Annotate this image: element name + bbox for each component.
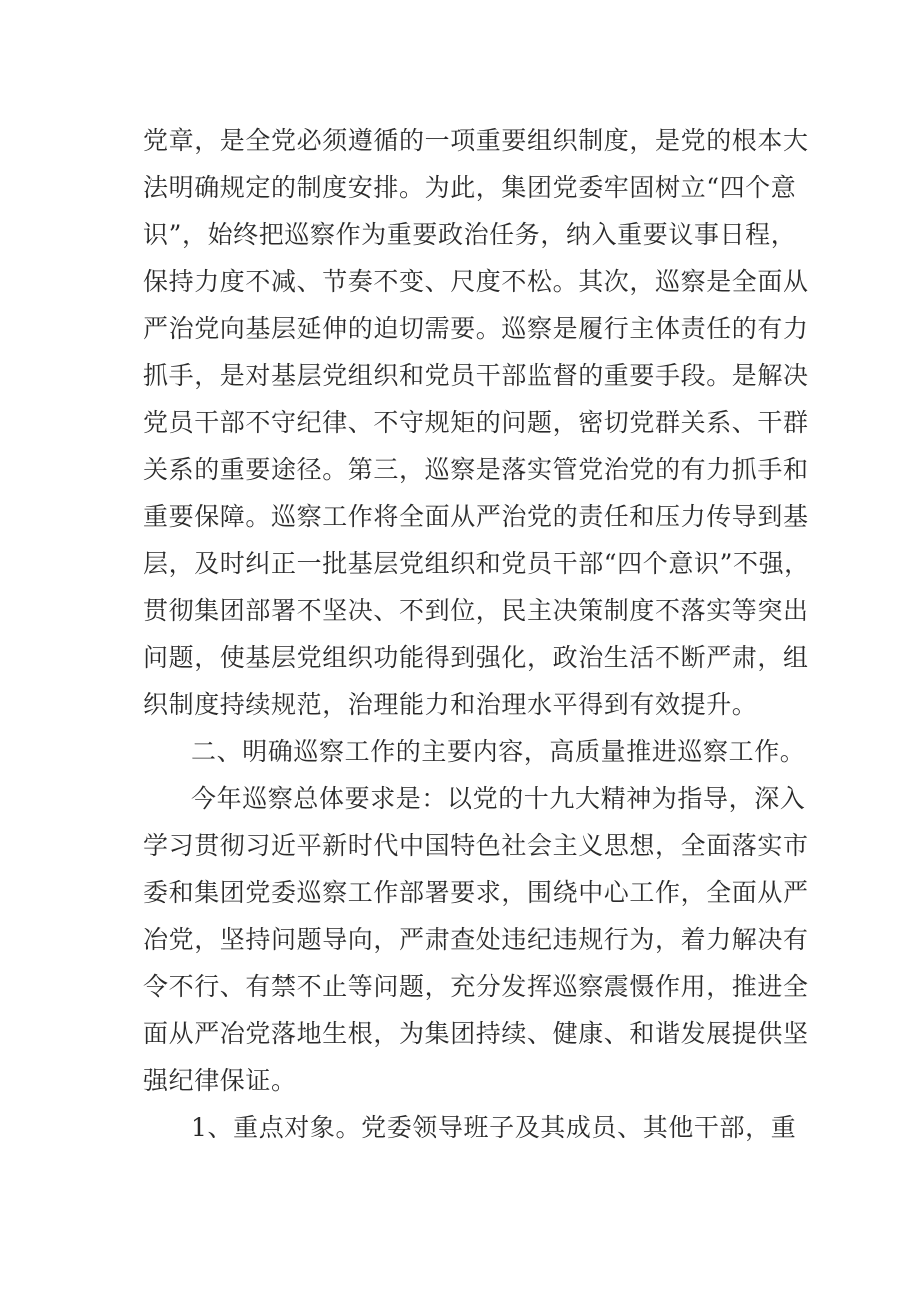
text-line: 学习贯彻习近平新时代中国特色社会主义思想，全面落实市 xyxy=(143,831,809,860)
text-line: 法明确规定的制度安排。为此，集团党委牢固树立“四个意 xyxy=(143,173,797,202)
text-line: 抓手，是对基层党组织和党员干部监督的重要手段。是解决 xyxy=(143,361,809,390)
section-heading: 二、明确巡察工作的主要内容，高质量推进巡察工作。 xyxy=(191,737,806,766)
text-line: 层，及时纠正一批基层党组织和党员干部“四个意识”不强， xyxy=(143,549,810,578)
text-line: 严治党向基层延伸的迫切需要。巡察是履行主体责任的有力 xyxy=(143,314,809,343)
list-item-first-line: 1、重点对象。党委领导班子及其成员、其他干部，重 xyxy=(191,1113,797,1142)
text-line: 党员干部不守纪律、不守规矩的问题，密切党群关系、干群 xyxy=(143,408,809,437)
text-line: 面从严冶党落地生根，为集团持续、健康、和谐发展提供坚 xyxy=(143,1019,809,1048)
document-body xyxy=(143,117,810,1151)
text-line: 重要保障。巡察工作将全面从严治党的责任和压力传导到基 xyxy=(143,502,809,531)
text-line: 织制度持续规范，治理能力和治理水平得到有效提升。 xyxy=(143,690,758,719)
text-line: 党章，是全党必须遵循的一项重要组织制度，是党的根本大 xyxy=(143,126,809,155)
text-line: 贯彻集团部署不坚决、不到位，民主决策制度不落实等突出 xyxy=(143,596,809,625)
text-line: 强纪律保证。 xyxy=(143,1066,297,1095)
text-line: 识”，始终把巡察作为重要政治任务，纳入重要议事日程， xyxy=(143,220,797,249)
text-line: 令不行、有禁不止等问题，充分发挥巡察震慑作用，推进全 xyxy=(143,972,809,1001)
text-line: 委和集团党委巡察工作部署要求，围绕中心工作，全面从严 xyxy=(143,878,809,907)
text-line: 保持力度不减、节奏不变、尺度不松。其次，巡察是全面从 xyxy=(143,267,809,296)
text-line: 冶党，坚持问题导向，严肃查处违纪违规行为，着力解决有 xyxy=(143,925,809,954)
text-line: 关系的重要途径。第三，巡察是落实管党治党的有力抓手和 xyxy=(143,455,809,484)
text-line: 问题，使基层党组织功能得到强化，政治生活不断严肃，组 xyxy=(143,643,809,672)
paragraph-first-line: 今年巡察总体要求是：以党的十九大精神为指导，深入 xyxy=(191,784,806,813)
